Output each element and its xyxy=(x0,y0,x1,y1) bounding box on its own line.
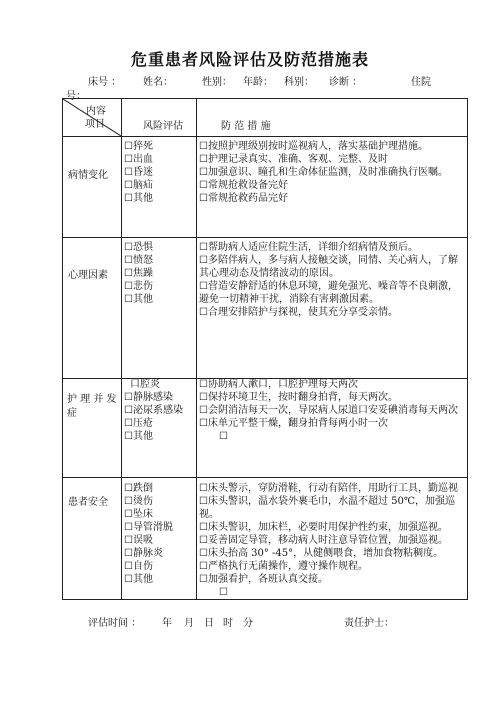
month-label: 月 xyxy=(184,618,194,629)
measure-item[interactable]: ☐床头警示，穿防滑鞋，行动有陪伴，用助行工具，勤巡视 xyxy=(199,483,458,494)
name-label: 姓名： xyxy=(143,77,173,88)
risk-item[interactable]: ☐其他 xyxy=(124,294,153,305)
risk-item[interactable]: ☐恐惧 xyxy=(124,242,153,253)
risk-item[interactable]: ☐愤怒 xyxy=(124,255,153,266)
row-divider xyxy=(63,477,467,478)
header-item-label: 项目 xyxy=(85,119,105,130)
column-divider xyxy=(121,99,122,599)
risk-item[interactable]: ☐其他 xyxy=(124,574,153,585)
responsible-nurse-label: 责任护士： xyxy=(344,618,394,629)
measure-item[interactable]: ☐常规抢救药品完好 xyxy=(199,193,288,204)
admission-number-label: 号： xyxy=(66,91,86,102)
risk-item[interactable]: ☐泌尿系感染 xyxy=(124,405,183,416)
risk-list-condition xyxy=(124,140,194,205)
row-divider xyxy=(63,237,467,238)
category-condition-change: 病情变化 xyxy=(68,170,108,181)
measure-item[interactable]: ☐协助病人漱口，口腔护理每天两次 xyxy=(199,379,358,390)
admission-label: 住院 xyxy=(411,77,431,88)
measure-item[interactable]: ☐帮助病人适应住院生活，详细介绍病情及预后。 xyxy=(199,242,418,253)
category-nursing-complications: 护 理 并 发 症 xyxy=(67,394,117,419)
diagnosis-label: 诊断 ： xyxy=(329,77,363,88)
measure-list-psychological xyxy=(199,241,467,319)
column-divider xyxy=(196,99,197,599)
risk-item[interactable]: ☐昏迷 xyxy=(124,167,153,178)
risk-item[interactable]: ☐静脉炎 xyxy=(124,548,163,559)
form-title: 危重患者风险评估及防范措施表 xyxy=(130,50,369,69)
risk-item[interactable]: ☐压疮 xyxy=(124,418,153,429)
row-divider xyxy=(63,136,467,137)
risk-item[interactable]: ☐出血 xyxy=(124,154,153,165)
measure-item[interactable]: ☐合理安排陪护与探视，使其充分享受亲情。 xyxy=(199,307,398,318)
risk-item[interactable]: ☐其他 xyxy=(124,193,153,204)
risk-item[interactable]: ☐导管滑脱 xyxy=(124,522,173,533)
risk-item[interactable]: 口腔炎 xyxy=(130,379,160,390)
measure-item[interactable]: ☐床头警识，加床栏，必要时用保护性约束，加强巡视。 xyxy=(199,522,448,533)
year-label: 年 xyxy=(162,618,172,629)
risk-item[interactable]: ☐焦躁 xyxy=(124,268,153,279)
measure-item[interactable]: ☐床头警识，温水袋外裹毛巾，水温不超过 50℃，加强巡视。 xyxy=(199,496,456,520)
measure-item[interactable]: ☐会阴消洁每天一次，导尿病人尿道口安妥碘消毒每天两次 xyxy=(199,405,458,416)
risk-item[interactable]: ☐悲伤 xyxy=(124,281,153,292)
minute-label: 分 xyxy=(243,618,253,629)
risk-list-psychological xyxy=(124,241,194,306)
gender-label: 性别： xyxy=(202,77,232,88)
header-risk-label: 风险评估 xyxy=(143,121,183,132)
risk-item[interactable]: ☐坠床 xyxy=(124,509,153,520)
measure-item[interactable]: ☐多陪伴病人，多与病人接触交谈，同情、关心病人，了解其心理动态及情绪波动的原因。 xyxy=(199,255,458,279)
measure-item[interactable]: ☐ xyxy=(219,431,228,442)
hour-label: 时 xyxy=(223,618,233,629)
risk-assessment-table xyxy=(62,98,468,600)
measure-item[interactable]: ☐营造安静舒适的休息环境，避免强光、噪音等不良刺激，避免一切精神干扰，消除有害刺激因素。 xyxy=(199,281,458,305)
day-label: 日 xyxy=(204,618,214,629)
risk-item[interactable]: ☐脑疝 xyxy=(124,180,153,191)
department-label: 科别： xyxy=(284,77,314,88)
measure-item[interactable]: ☐妥善固定导管，移动病人时注意导管位置，加强巡视。 xyxy=(199,535,448,546)
header-content-label: 内容 xyxy=(86,106,106,117)
risk-item[interactable]: ☐烫伤 xyxy=(124,496,153,507)
measure-item[interactable]: ☐按照护理级别按时巡视病人，落实基础护理措施。 xyxy=(199,141,428,152)
evaluation-time-label: 评估时间 ： xyxy=(88,618,142,629)
risk-item[interactable]: ☐跌倒 xyxy=(124,483,153,494)
risk-item[interactable]: ☐自伤 xyxy=(124,561,153,572)
measure-item[interactable]: ☐保持环境卫生，按时翻身拍背，每天两次。 xyxy=(199,392,398,403)
measure-list-safety xyxy=(199,482,467,599)
age-label: 年龄： xyxy=(243,77,273,88)
category-patient-safety: 患者安全 xyxy=(68,497,108,508)
measure-item[interactable]: ☐护理记录真实、准确、客观、完整、及时 xyxy=(199,154,388,165)
measure-item[interactable]: ☐加强看护，各班认真交接。 xyxy=(199,574,328,585)
bed-number-label: 床号 ： xyxy=(88,77,122,88)
measure-item[interactable]: ☐床头抬高 30° -45°，从健侧喂食，增加食物粘稠度。 xyxy=(199,548,444,559)
measure-item[interactable]: ☐常规抢救设备完好 xyxy=(199,180,288,191)
measure-list-condition xyxy=(199,140,467,205)
measure-item[interactable]: ☐ xyxy=(219,587,228,598)
risk-item[interactable]: ☐其他 xyxy=(124,431,153,442)
risk-item[interactable]: ☐静脉感染 xyxy=(124,392,173,403)
risk-list-safety xyxy=(124,482,194,586)
measure-list-complications xyxy=(199,378,467,443)
risk-list-complications xyxy=(124,378,194,443)
risk-item[interactable]: ☐误吸 xyxy=(124,535,153,546)
header-measures-label: 防 范 措 施 xyxy=(221,121,271,132)
measure-item[interactable]: ☐严格执行无菌操作，遵守操作规程。 xyxy=(199,561,368,572)
risk-item[interactable]: ☐猝死 xyxy=(124,141,153,152)
measure-item[interactable]: ☐床单元平整干燥，翻身拍背每两小时一次 xyxy=(199,418,388,429)
category-psychological: 心理因素 xyxy=(68,270,108,281)
measure-item[interactable]: ☐加强意识、瞳孔和生命体征监测，及时准确执行医嘱。 xyxy=(199,167,448,178)
